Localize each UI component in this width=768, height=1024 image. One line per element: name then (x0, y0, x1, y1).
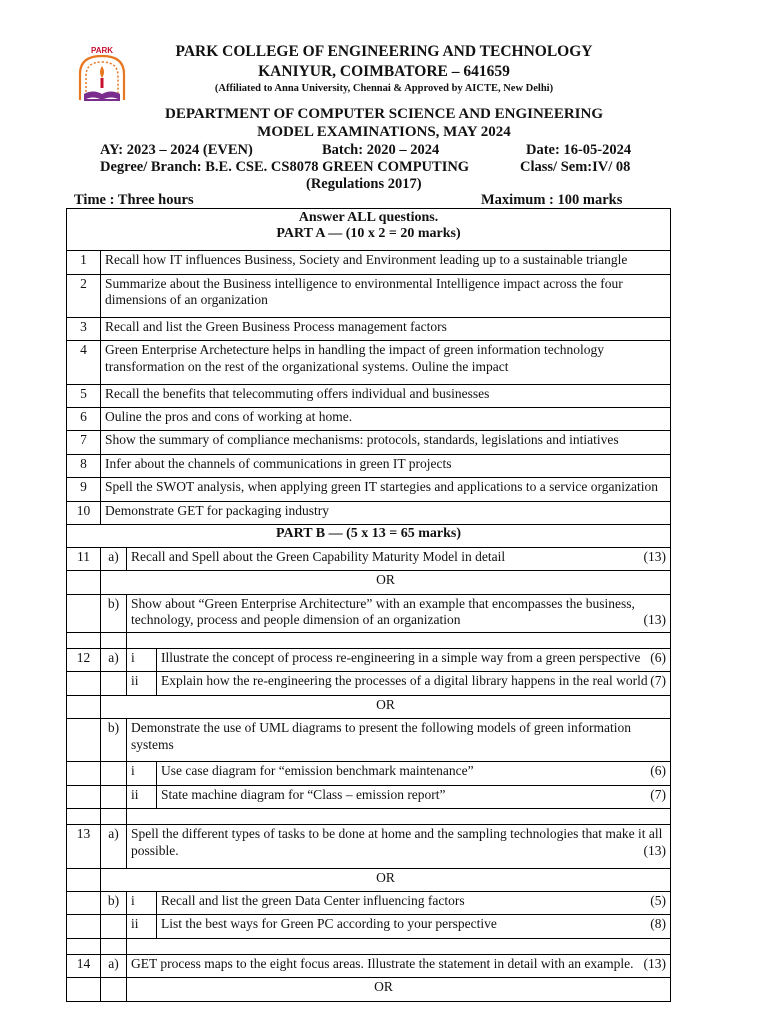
table-row (67, 633, 671, 649)
sub-label: i (127, 892, 157, 915)
table-row (67, 672, 671, 695)
academic-year: AY: 2023 – 2024 (EVEN) (100, 142, 253, 158)
empty-cell (101, 786, 127, 809)
question-text: Recall the benefits that telecommuting offers individual and businesses (101, 385, 671, 408)
sub-label: ii (127, 915, 157, 938)
table-row (67, 955, 671, 978)
question-number: 13 (67, 825, 101, 868)
question-marks: (8) (650, 916, 666, 932)
table-row (67, 719, 671, 762)
exam-date: Date: 16-05-2024 (526, 142, 632, 158)
question-cell (127, 548, 671, 571)
table-row (67, 939, 671, 955)
question-number: 10 (67, 502, 101, 525)
question-number: 1 (67, 251, 101, 274)
question-text: Demonstrate the use of UML diagrams to present the following models of green information systems (127, 719, 671, 762)
empty-cell (67, 786, 101, 809)
question-number: 11 (67, 548, 101, 571)
option-label: a) (101, 825, 127, 868)
question-marks: (13) (643, 548, 666, 564)
empty-cell (67, 892, 101, 915)
part-a-header (67, 209, 671, 251)
question-number: 14 (67, 955, 101, 978)
empty-cell (67, 719, 101, 762)
question-cell (127, 825, 671, 868)
question-text: Recall and list the green Data Center influencing factors (161, 893, 465, 909)
part-a-title: PART A — (10 x 2 = 20 marks) (276, 226, 461, 241)
table-row (67, 385, 671, 408)
question-text: Illustrate the concept of process re-engineering in a simple way from a green perspective (161, 649, 641, 665)
or-separator: OR (101, 696, 671, 719)
table-row (67, 251, 671, 274)
question-marks: (7) (650, 673, 666, 689)
table-row (67, 892, 671, 915)
question-cell (127, 955, 671, 978)
empty-cell (67, 595, 101, 633)
question-number: 9 (67, 478, 101, 501)
exam-title: MODEL EXAMINATIONS, MAY 2024 (257, 124, 511, 140)
question-cell (157, 892, 671, 915)
instructions: Answer ALL questions. (298, 210, 439, 225)
degree-branch: Degree/ Branch: B.E. CSE. CS8078 GREEN COMPUTING (100, 159, 470, 175)
empty-cell (67, 869, 101, 892)
option-label: b) (101, 719, 127, 762)
empty-cell (101, 978, 127, 1002)
question-text: Infer about the channels of communications in green IT projects (101, 455, 671, 478)
question-text: Explain how the re-engineering the processes of a digital library happens in the real world (161, 673, 648, 689)
table-row (67, 696, 671, 719)
question-marks: (13) (643, 955, 666, 971)
empty-cell (127, 809, 671, 825)
or-separator: OR (127, 978, 671, 1002)
question-number: 4 (67, 341, 101, 384)
table-row (67, 825, 671, 868)
empty-cell (67, 915, 101, 938)
empty-cell (67, 696, 101, 719)
empty-cell (101, 762, 127, 785)
max-marks: Maximum : 100 marks (481, 192, 623, 208)
table-row (67, 869, 671, 892)
batch: Batch: 2020 – 2024 (322, 142, 440, 158)
question-text: List the best ways for Green PC according to your perspective (161, 916, 497, 932)
question-cell (157, 915, 671, 938)
table-row (67, 525, 671, 548)
question-text: Green Enterprise Archetecture helps in handling the impact of green information technology transformation on the rest of the organizational systems. Ouline the impact (101, 341, 671, 384)
table-row (67, 548, 671, 571)
empty-cell (127, 939, 671, 955)
college-name: PARK COLLEGE OF ENGINEERING AND TECHNOLOGY (175, 43, 593, 60)
sub-label: i (127, 649, 157, 672)
empty-cell (67, 978, 101, 1002)
question-cell (157, 649, 671, 672)
table-row (67, 978, 671, 1002)
table-row (67, 341, 671, 384)
option-label: a) (101, 955, 127, 978)
question-cell (157, 762, 671, 785)
empty-cell (101, 809, 127, 825)
question-cell (157, 786, 671, 809)
table-row (67, 809, 671, 825)
question-number: 5 (67, 385, 101, 408)
empty-cell (101, 939, 127, 955)
question-text: Recall how IT influences Business, Society and Environment leading up to a sustainable triangle (101, 251, 671, 274)
question-text: Recall and Spell about the Green Capability Maturity Model in detail (131, 548, 506, 564)
question-number: 8 (67, 455, 101, 478)
empty-cell (101, 672, 127, 695)
question-text: Demonstrate GET for packaging industry (101, 502, 671, 525)
department-title: DEPARTMENT OF COMPUTER SCIENCE AND ENGINEERING (165, 106, 603, 122)
option-label: b) (101, 595, 127, 633)
table-row (67, 408, 671, 431)
table-row (67, 915, 671, 938)
empty-cell (67, 571, 101, 594)
question-text: Show about “Green Enterprise Architecture” with an example that encompasses the business, technology, process and people dimension of an organization (131, 595, 635, 628)
question-marks: (13) (643, 842, 666, 858)
empty-cell (101, 915, 127, 938)
question-marks: (7) (650, 786, 666, 802)
question-text: State machine diagram for “Class – emission report” (161, 786, 446, 802)
option-label: b) (101, 892, 127, 915)
table-row (67, 209, 671, 251)
table-row (67, 786, 671, 809)
question-text: GET process maps to the eight focus areas. Illustrate the statement in detail with an example. (131, 955, 634, 971)
question-text: Spell the SWOT analysis, when applying green IT startegies and applications to a service organization (101, 478, 671, 501)
question-marks: (5) (650, 893, 666, 909)
question-paper-table (66, 208, 671, 1002)
part-b-title: PART B — (5 x 13 = 65 marks) (67, 525, 671, 548)
table-row (67, 318, 671, 341)
or-separator: OR (101, 869, 671, 892)
empty-cell (101, 633, 127, 649)
logo-text: PARK (90, 46, 114, 55)
question-marks: (13) (643, 612, 666, 628)
question-text: Use case diagram for “emission benchmark maintenance” (161, 763, 474, 779)
empty-cell (127, 633, 671, 649)
sub-label: ii (127, 786, 157, 809)
question-number: 3 (67, 318, 101, 341)
table-row (67, 275, 671, 318)
option-label: a) (101, 649, 127, 672)
table-row (67, 762, 671, 785)
or-separator: OR (101, 571, 671, 594)
empty-cell (67, 672, 101, 695)
table-row (67, 571, 671, 594)
empty-cell (67, 939, 101, 955)
table-row (67, 455, 671, 478)
class-sem: Class/ Sem:IV/ 08 (520, 159, 631, 175)
question-text: Spell the different types of tasks to be done at home and the sampling technologies that make it all possible. (131, 826, 663, 858)
regulations: (Regulations 2017) (306, 176, 422, 192)
sub-label: ii (127, 672, 157, 695)
table-row (67, 595, 671, 633)
question-number: 6 (67, 408, 101, 431)
college-location: KANIYUR, COIMBATORE – 641659 (258, 63, 510, 80)
table-row (67, 502, 671, 525)
question-text: Recall and list the Green Business Process management factors (101, 318, 671, 341)
question-text: Show the summary of compliance mechanisms: protocols, standards, legislations and intiatives (101, 431, 671, 454)
question-number: 7 (67, 431, 101, 454)
question-cell (127, 595, 671, 633)
sub-label: i (127, 762, 157, 785)
question-text: Summarize about the Business intelligence to environmental Intelligence impact across the four dimensions of an organization (101, 275, 671, 318)
empty-cell (67, 809, 101, 825)
affiliation-note: (Affiliated to Anna University, Chennai & Approved by AICTE, New Delhi) (214, 83, 554, 94)
question-cell (157, 672, 671, 695)
empty-cell (67, 762, 101, 785)
exam-time: Time : Three hours (74, 192, 194, 208)
empty-cell (67, 633, 101, 649)
question-text: Ouline the pros and cons of working at home. (101, 408, 671, 431)
question-marks: (6) (650, 649, 666, 665)
table-row (67, 478, 671, 501)
question-marks: (6) (650, 763, 666, 779)
question-number: 12 (67, 649, 101, 672)
question-number: 2 (67, 275, 101, 318)
table-row (67, 431, 671, 454)
table-row (67, 649, 671, 672)
option-label: a) (101, 548, 127, 571)
